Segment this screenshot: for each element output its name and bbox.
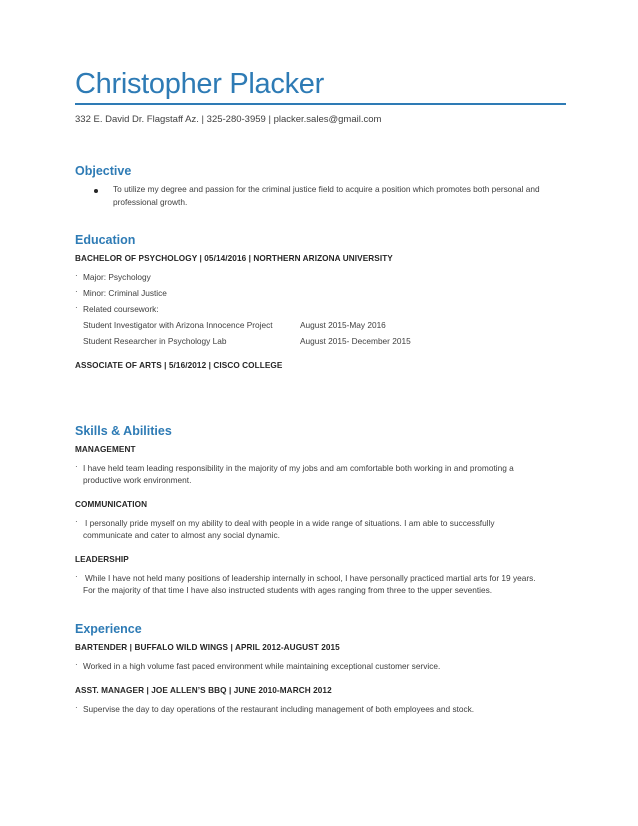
education-related: Related coursework: [83, 304, 159, 314]
course-name: Student Researcher in Psychology Lab [83, 336, 227, 346]
leadership-heading: LEADERSHIP [75, 555, 129, 564]
course-dates: August 2015- December 2015 [300, 336, 411, 346]
communication-text-line2: communicate and cater to almost any social dynamic. [83, 530, 280, 540]
bullet-icon: · [75, 517, 78, 526]
bullet-icon: · [75, 572, 78, 581]
bullet-icon: · [75, 660, 78, 669]
course-dates: August 2015-May 2016 [300, 320, 386, 330]
education-major: Major: Psychology [83, 272, 151, 282]
bullet-icon: · [75, 462, 78, 471]
degree-heading-2: ASSOCIATE OF ARTS | 5/16/2012 | CISCO COLLEGE [75, 361, 283, 370]
objective-text-line1: To utilize my degree and passion for the criminal justice field to acquire a position which promotes both personal and [113, 184, 540, 194]
job-heading-2: ASST. MANAGER | JOE ALLEN’S BBQ | JUNE 2010-MARCH 2012 [75, 686, 332, 695]
degree-heading-1: BACHELOR OF PSYCHOLOGY | 05/14/2016 | NORTHERN ARIZONA UNIVERSITY [75, 254, 393, 263]
leadership-text-line1: While I have not held many positions of leadership internally in school, I have personally practiced martial arts for 19 years. [85, 573, 536, 583]
management-text-line1: I have held team leading responsibility in the majority of my jobs and am comfortable both working in and promoting a [83, 463, 514, 473]
resume-name: Christopher Placker [75, 68, 324, 100]
objective-title: Objective [75, 164, 132, 178]
job-text-1: Worked in a high volume fast paced environment while maintaining exceptional customer service. [83, 661, 441, 671]
course-name: Student Investigator with Arizona Innocence Project [83, 320, 273, 330]
communication-text-line1: I personally pride myself on my ability to deal with people in a wide range of situations. I am able to successfully [85, 518, 495, 528]
job-heading-1: BARTENDER | BUFFALO WILD WINGS | APRIL 2012-AUGUST 2015 [75, 643, 340, 652]
management-heading: MANAGEMENT [75, 445, 136, 454]
bullet-icon: · [75, 271, 78, 280]
header-rule [75, 103, 566, 105]
communication-heading: COMMUNICATION [75, 500, 148, 509]
bullet-icon: · [75, 703, 78, 712]
leadership-text-line2: For the majority of that time I have also instructed students with ages ranging from three to the upper seventies. [83, 585, 493, 595]
bullet-icon: · [75, 303, 78, 312]
bullet-icon: · [75, 287, 78, 296]
education-minor: Minor: Criminal Justice [83, 288, 167, 298]
bullet-icon [94, 189, 98, 193]
contact-line: 332 E. David Dr. Flagstaff Az. | 325-280-3959 | placker.sales@gmail.com [75, 114, 382, 125]
management-text-line2: productive work environment. [83, 475, 192, 485]
experience-title: Experience [75, 622, 142, 636]
job-text-2: Supervise the day to day operations of the restaurant including management of both employees and stock. [83, 704, 475, 714]
skills-title: Skills & Abilities [75, 424, 172, 438]
objective-text-line2: professional growth. [113, 197, 188, 207]
education-title: Education [75, 233, 136, 247]
